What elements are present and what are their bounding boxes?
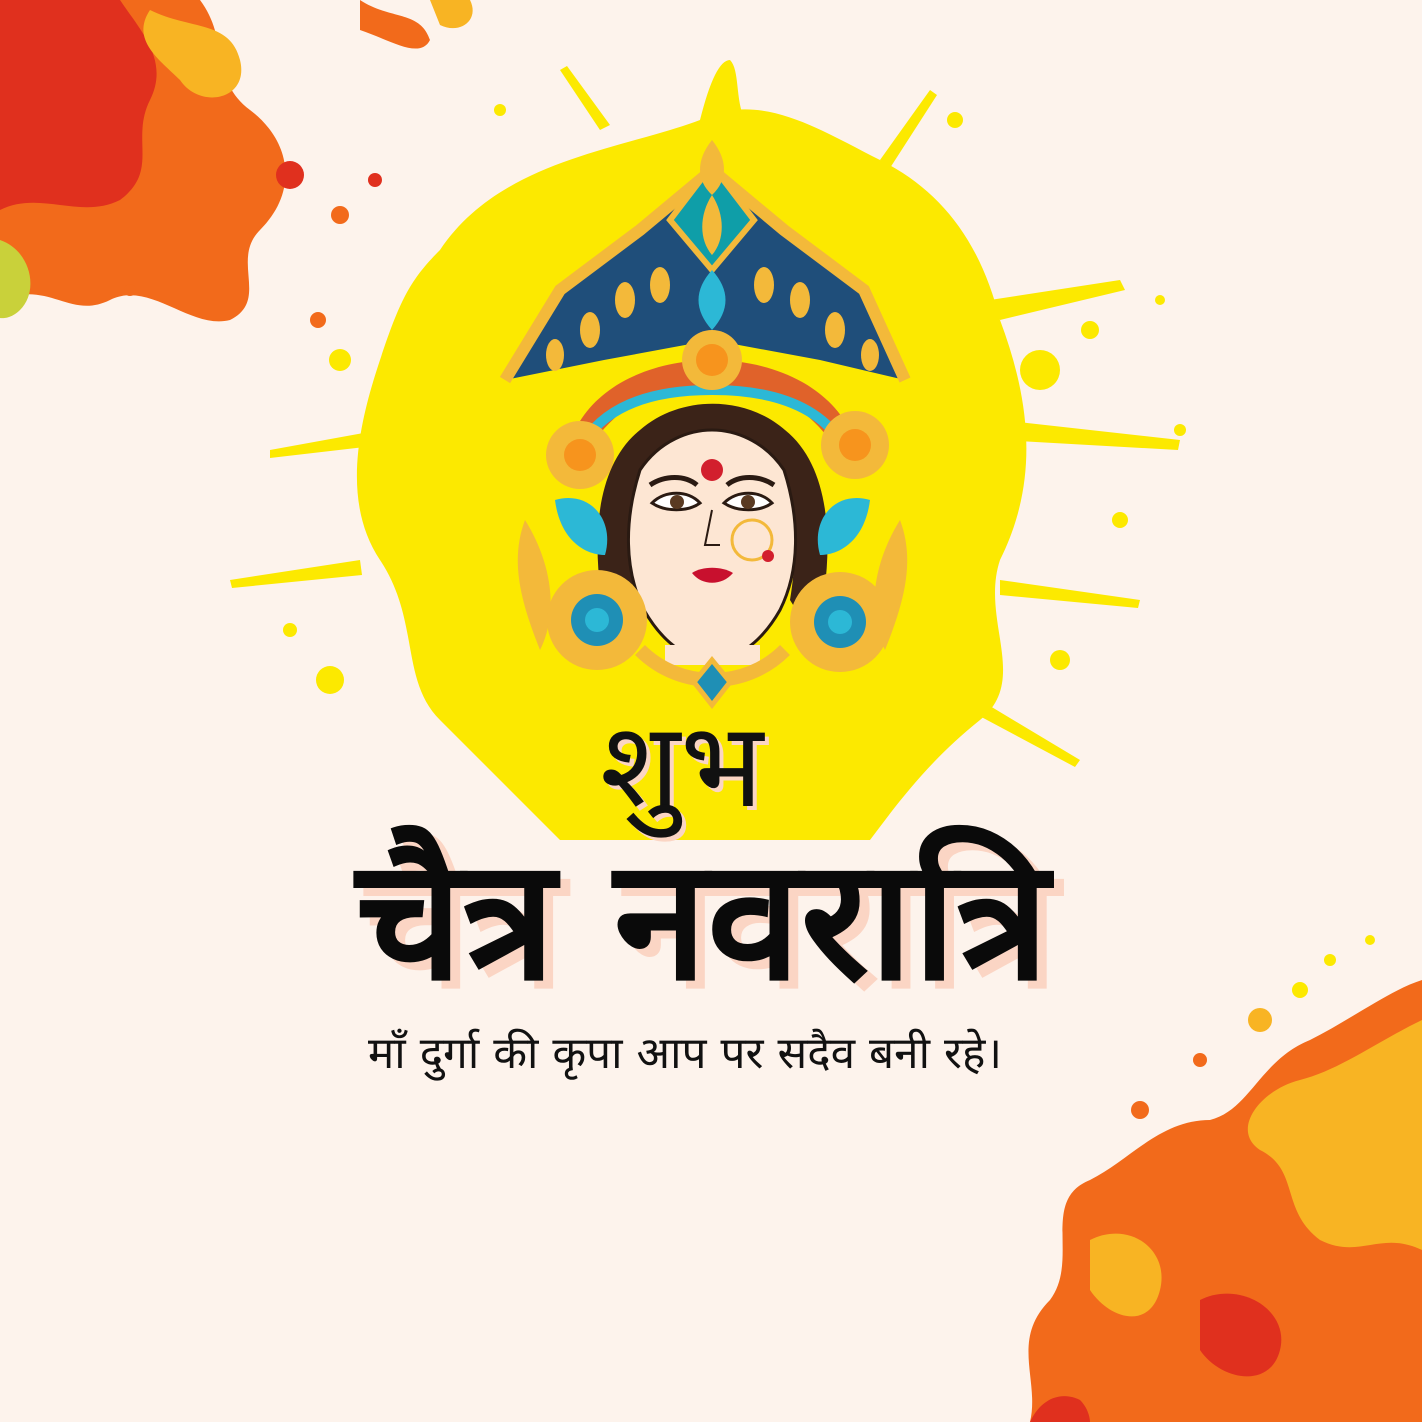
festival-title: चैत्र नवरात्रि — [356, 822, 1050, 1018]
earring-left — [547, 570, 647, 670]
blessing-message: माँ दुर्गा की कृपा आप पर सदैव बनी रहे। — [368, 1028, 1002, 1079]
earring-right — [790, 572, 890, 672]
crown-flower — [682, 330, 742, 390]
greeting-prefix: शुभ — [600, 696, 764, 834]
